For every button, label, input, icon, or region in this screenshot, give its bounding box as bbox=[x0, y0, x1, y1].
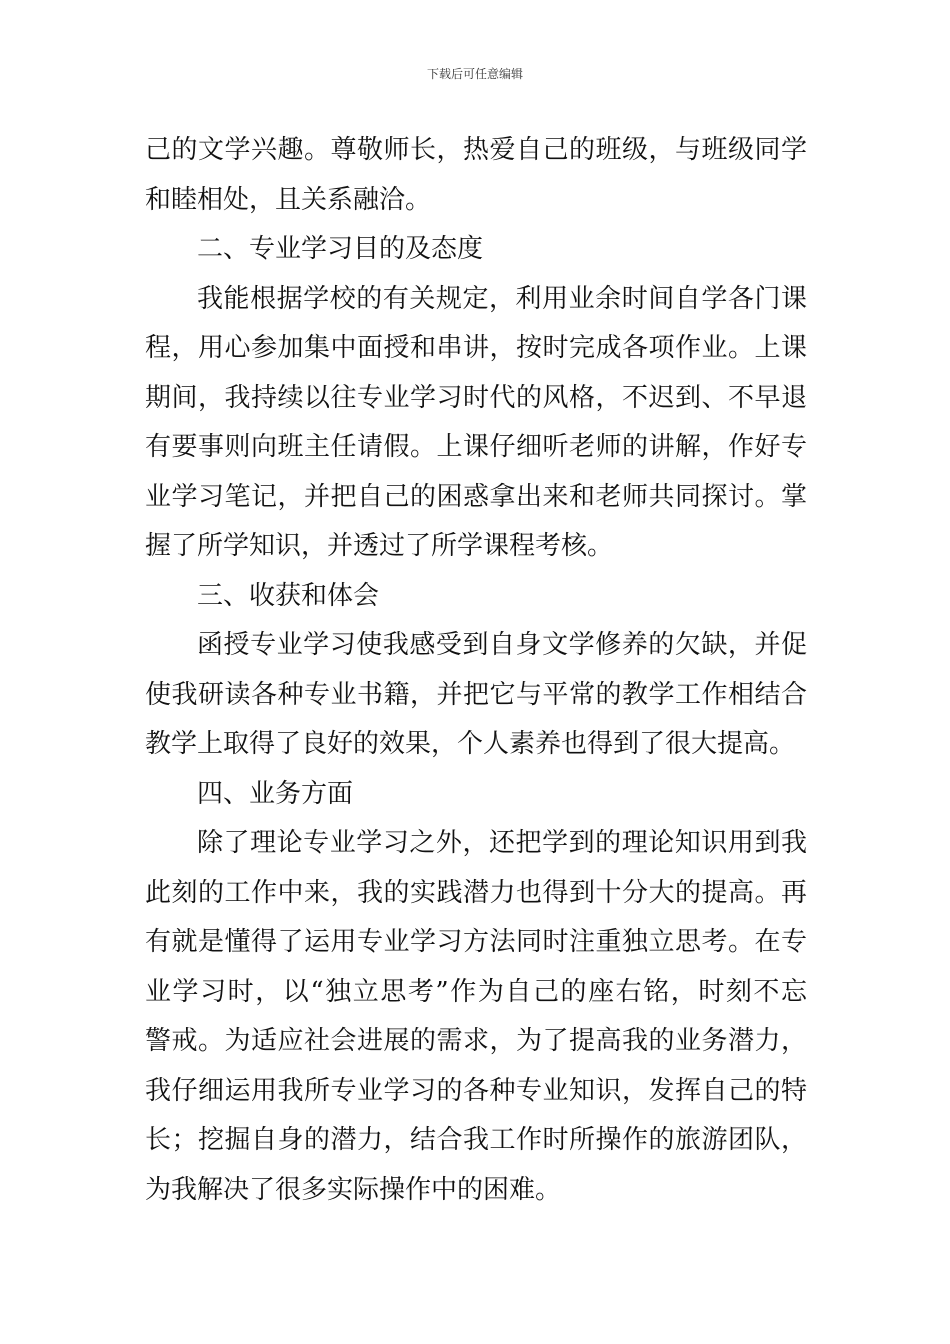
text-line: 警戒。为适应社会进展的需求，为了提高我的业务潜力， bbox=[145, 1026, 807, 1056]
text-line: 三、收获和体会 bbox=[197, 580, 380, 611]
text-line: 四、业务方面 bbox=[197, 778, 354, 809]
text-line: 我能根据学校的有关规定，利用业余时间自学各门课 bbox=[197, 283, 807, 314]
text-line: 此刻的工作中来，我的实践潜力也得到十分大的提高。再 bbox=[145, 877, 807, 908]
text-line: 业学习时，以“独立思考”作为自己的座右铭，时刻不忘 bbox=[145, 976, 807, 1007]
text-line: 期间，我持续以往专业学习时代的风格，不迟到、不早退 bbox=[145, 382, 807, 413]
text-line: 己的文学兴趣。尊敬师长，热爱自己的班级，与班级同学 bbox=[145, 135, 807, 165]
text-line: 函授专业学习使我感受到自身文学修养的欠缺，并促 bbox=[197, 630, 807, 660]
text-line: 为我解决了很多实际操作中的困难。 bbox=[145, 1174, 562, 1205]
text-line: 业学习笔记，并把自己的困惑拿出来和老师共同探讨。掌 bbox=[145, 481, 807, 512]
text-line: 握了所学知识，并透过了所学课程考核。 bbox=[145, 531, 614, 561]
text-line: 有要事则向班主任请假。上课仔细听老师的讲解，作好专 bbox=[145, 432, 807, 462]
document-body bbox=[145, 126, 807, 1215]
page-header: 下载后可任意编辑 bbox=[426, 67, 523, 81]
text-line: 二、专业学习目的及态度 bbox=[197, 234, 484, 264]
text-line: 有就是懂得了运用专业学习方法同时注重独立思考。在专 bbox=[145, 927, 807, 957]
text-line: 我仔细运用我所专业学习的各种专业知识，发挥自己的特 bbox=[145, 1075, 807, 1106]
text-line: 除了理论专业学习之外，还把学到的理论知识用到我 bbox=[197, 828, 807, 858]
text-line: 长；挖掘自身的潜力，结合我工作时所操作的旅游团队， bbox=[145, 1125, 807, 1155]
text-line: 教学上取得了良好的效果，个人素养也得到了很大提高。 bbox=[145, 729, 796, 759]
text-line: 和睦相处，且关系融洽。 bbox=[145, 184, 432, 215]
text-line: 使我研读各种专业书籍，并把它与平常的教学工作相结合 bbox=[145, 679, 807, 710]
text-line: 程，用心参加集中面授和串讲，按时完成各项作业。上课 bbox=[145, 333, 807, 363]
